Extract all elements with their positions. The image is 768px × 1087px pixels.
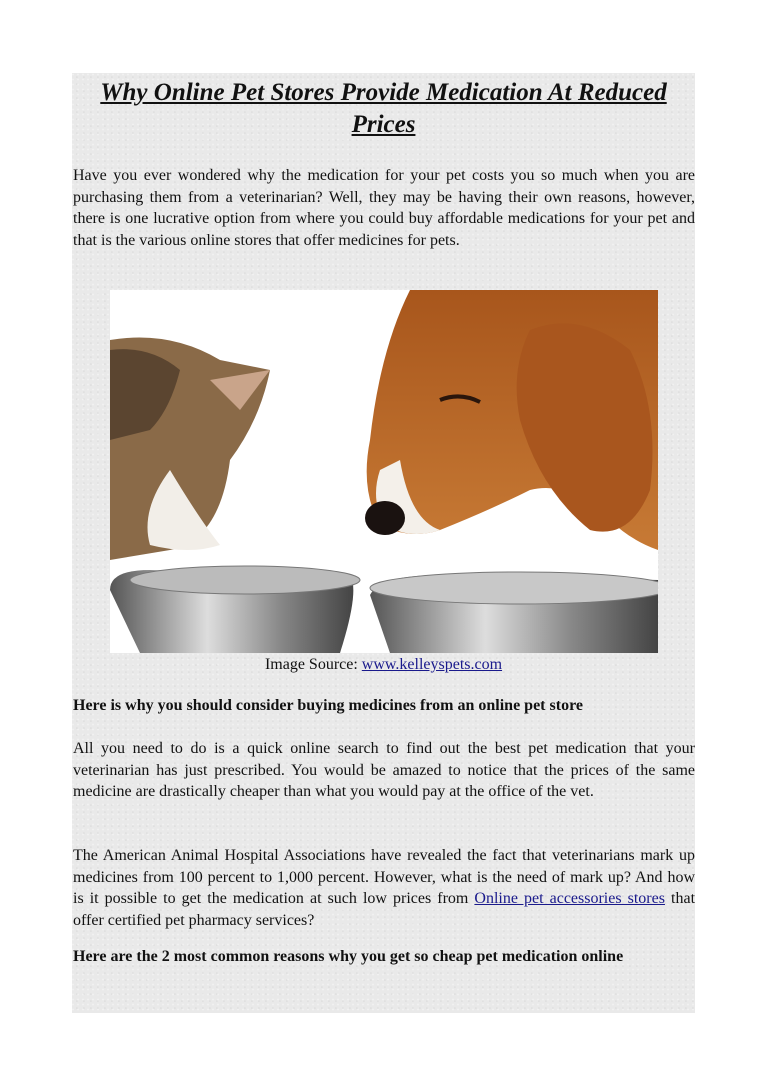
body-paragraph: All you need to do is a quick online search to find out the best pet medication that your veterinarian has just prescribed. You would be amazed to notice that the prices of the same medicine are drastically cheaper than what you would pay at the office of the vet.	[73, 740, 695, 801]
image-source-link[interactable]: www.kelleyspets.com	[361, 656, 503, 673]
paragraph-text: The American Animal Hospital Associations have revealed the fact that veterinarians mark up medicines from 100 percent to 1,000 percent. However, what is the need of mark up? And how is it possible to get the medication at such low prices from	[73, 847, 695, 908]
section-heading: Here is why you should consider buying medicines from an online pet store	[73, 697, 583, 714]
image-caption	[72, 655, 695, 675]
page-title: Why Online Pet Stores Provide Medication At Reduced Prices	[100, 79, 667, 138]
body-paragraph-markup	[73, 845, 695, 931]
paragraph-text-end: that offer certified pet pharmacy services?	[73, 890, 696, 929]
section-heading-reasons: Here are the 2 most common reasons why you get so cheap pet medication online	[73, 948, 624, 965]
online-pet-stores-link[interactable]: Online pet accessories stores	[474, 890, 665, 908]
cat-dog-photo	[110, 290, 658, 653]
document-page	[72, 73, 695, 1013]
caption-label: Image Source:	[264, 656, 362, 673]
intro-paragraph: Have you ever wondered why the medication for your pet costs you so much when you are purchasing them from a veterinarian? Well, they may be having their own reasons, however, there is one lucrative option from where you could buy affordable medications for your pet and that is the various online stores that offer medicines for pets.	[73, 167, 695, 249]
